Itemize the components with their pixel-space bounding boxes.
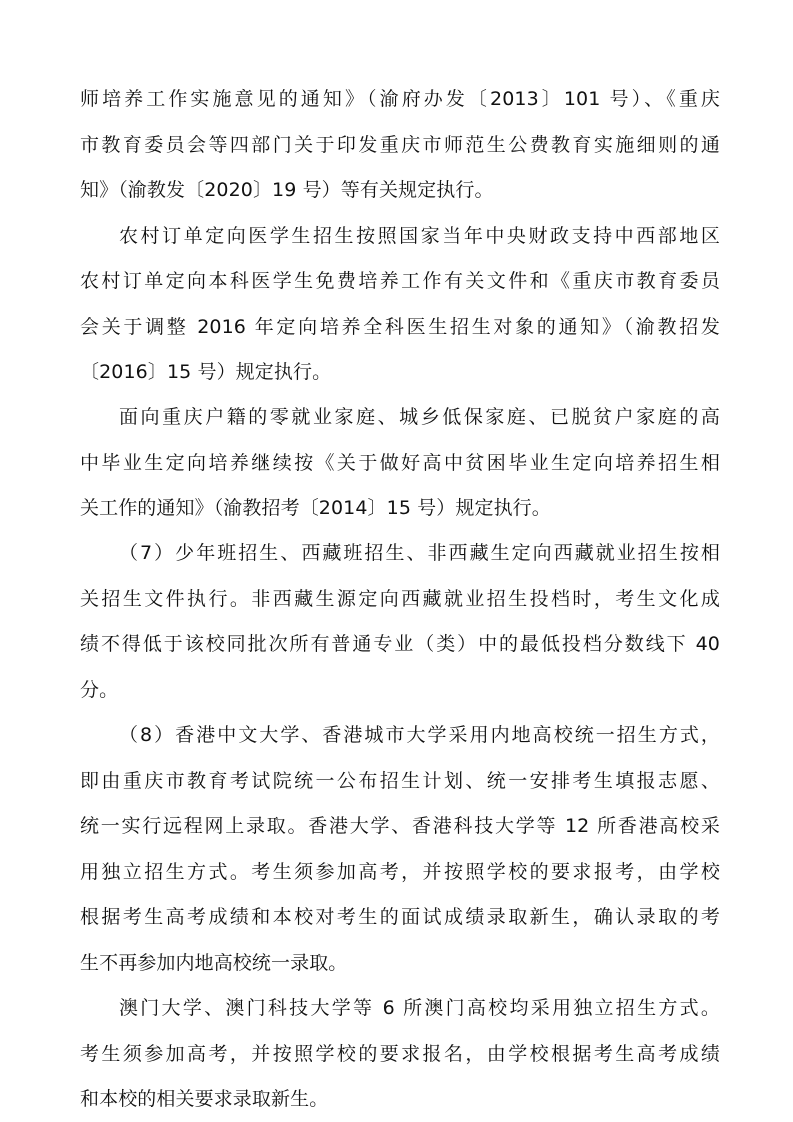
- paragraph-line: 生不再参加内地高校统一录取。: [80, 952, 348, 974]
- paragraph-line: 知》（渝教发〔2020〕19 号）等有关规定执行。: [80, 179, 494, 201]
- paragraph-line: （7）少年班招生、西藏班招生、非西藏生定向西藏就业招生按相: [119, 542, 720, 564]
- paragraph-line: 农村订单定向医学生招生按照国家当年中央财政支持中西部地区: [119, 225, 720, 247]
- paragraph-line: 关招生文件执行。非西藏生源定向西藏就业招生投档时，考生文化成: [80, 588, 720, 610]
- paragraph-line: 师培养工作实施意见的通知》（渝府办发〔2013〕101 号）、《重庆: [80, 88, 720, 110]
- paragraph-line: 市教育委员会等四部门关于印发重庆市师范生公费教育实施细则的通: [80, 134, 720, 156]
- paragraph-line: 澳门大学、澳门科技大学等 6 所澳门高校均采用独立招生方式。: [119, 997, 720, 1019]
- paragraph-line: 和本校的相关要求录取新生。: [80, 1088, 329, 1110]
- paragraph-line: 根据考生高考成绩和本校对考生的面试成绩录取新生，确认录取的考: [80, 906, 720, 928]
- paragraph-line: 会关于调整 2016 年定向培养全科医生招生对象的通知》（渝教招发: [80, 316, 720, 338]
- paragraph-line: 用独立招生方式。考生须参加高考，并按照学校的要求报考，由学校: [80, 861, 720, 883]
- paragraph-line: 分。: [80, 679, 119, 701]
- paragraph-line: 绩不得低于该校同批次所有普通专业（类）中的最低投档分数线下 40: [80, 633, 720, 655]
- paragraph-line: 考生须参加高考，并按照学校的要求报名，由学校根据考生高考成绩: [80, 1043, 720, 1065]
- paragraph-line: 中毕业生定向培养继续按《关于做好高中贫困毕业生定向培养招生相: [80, 452, 720, 474]
- paragraph-line: 即由重庆市教育考试院统一公布招生计划、统一安排考生填报志愿、: [80, 770, 720, 792]
- paragraph-line: 〔2016〕15 号）规定执行。: [80, 361, 332, 383]
- paragraph-line: （8）香港中文大学、香港城市大学采用内地高校统一招生方式，: [119, 724, 720, 746]
- paragraph-line: 关工作的通知》（渝教招考〔2014〕15 号）规定执行。: [80, 497, 551, 519]
- paragraph-line: 面向重庆户籍的零就业家庭、城乡低保家庭、已脱贫户家庭的高: [119, 406, 720, 428]
- paragraph-line: 农村订单定向本科医学生免费培养工作有关文件和《重庆市教育委员: [80, 270, 720, 292]
- paragraph-line: 统一实行远程网上录取。香港大学、香港科技大学等 12 所香港高校采: [80, 815, 720, 837]
